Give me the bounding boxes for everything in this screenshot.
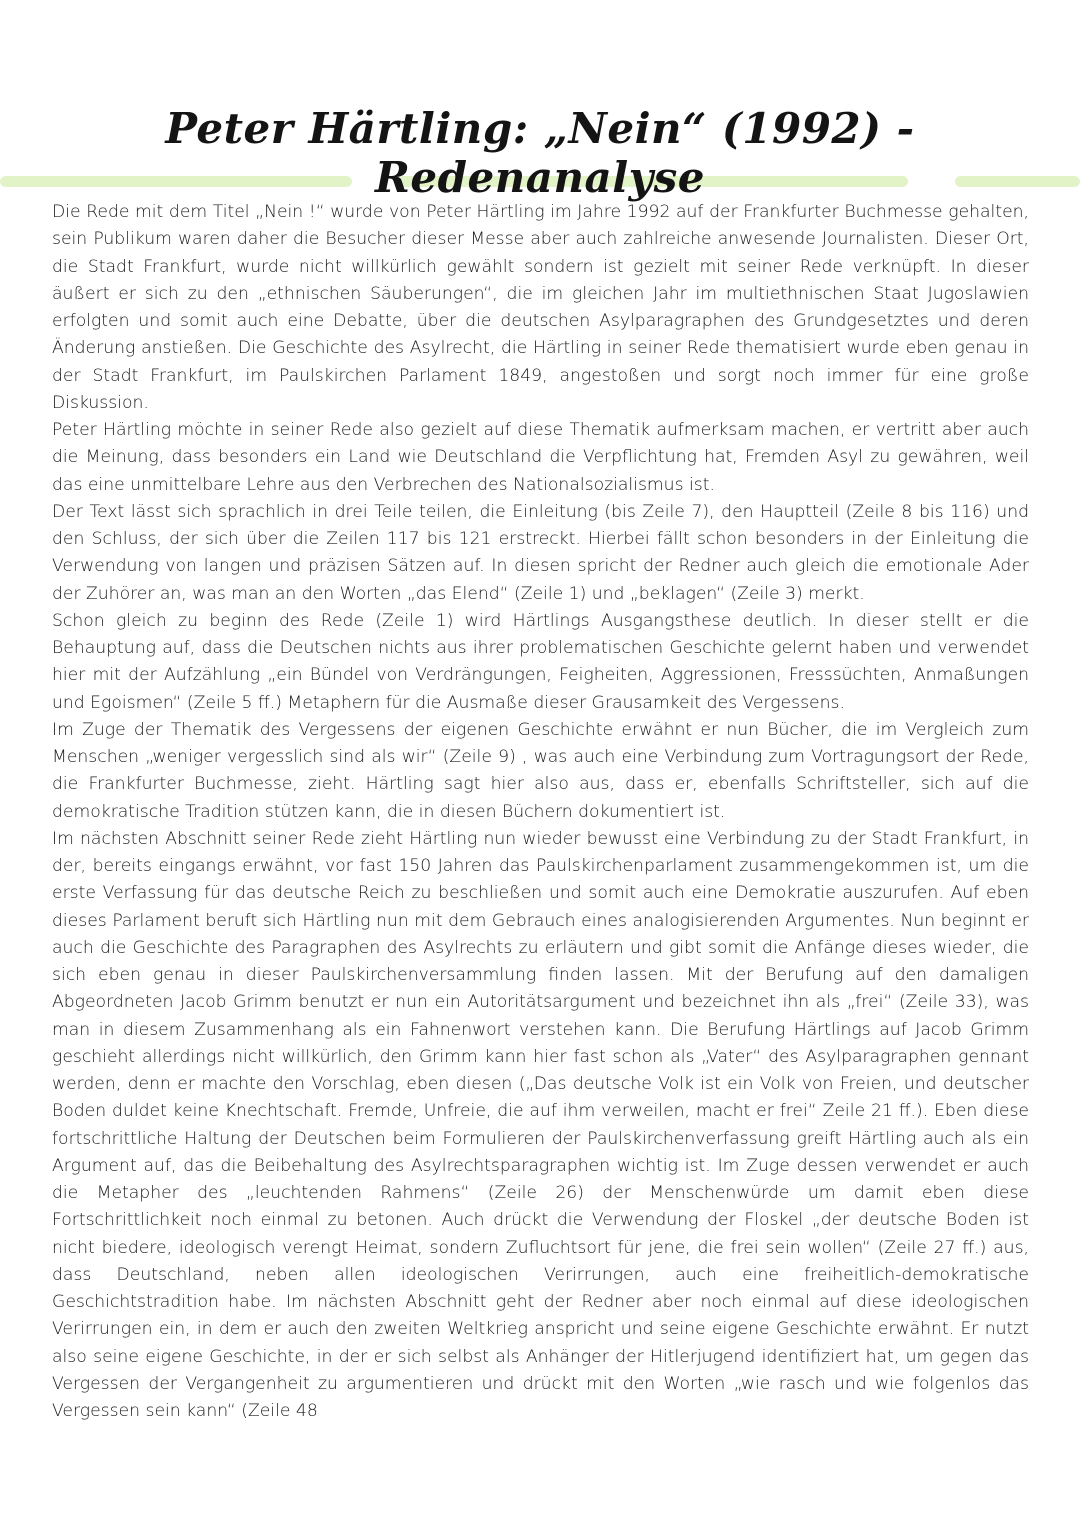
page-title: Peter Härtling: „Nein“ (1992) - Redenanalyse — [165, 104, 915, 202]
paragraph: Der Text lässt sich sprachlich in drei Teile teilen, die Einleitung (bis Zeile 7), den Hauptteil (Zeile 8 bis 116) und den Schluss, der sich über die Zeilen 117 bis 121 erstreckt. Hierbei fällt schon besonders in der Einleitung die Verwendung von langen und präzisen Sätzen auf. In diesen spricht der Redner auch gleich die emotionale Ader der Zuhörer an, was man an den Worten „das Elend“ (Zeile 1) und „beklagen“ (Zeile 3) merkt. — [52, 501, 1029, 604]
paragraph: Schon gleich zu beginn des Rede (Zeile 1) wird Härtlings Ausgangsthese deutlich. In dieser stellt er die Behauptung auf, dass die Deutschen nichts aus ihrer problematischen Geschichte gelernt haben und verwendet hier mit der Aufzählung „ein Bündel von Verdrängungen, Feigheiten, Aggressionen, Fresssüchten, Anmaßungen und Egoismen“ (Zeile 5 ff.) Metaphern für die Ausmaße dieser Grausamkeit des Vergessens. — [52, 610, 1029, 713]
paragraph: Im Zuge der Thematik des Vergessens der eigenen Geschichte erwähnt er nun Bücher, die im Vergleich zum Menschen „weniger vergesslich sind als wir“ (Zeile 9) , was auch eine Verbindung zum Vortragungsort der Rede, die Frankfurter Buchmesse, zieht. Härtling sagt hier also aus, dass er, ebenfalls Schriftsteller, sich auf die demokratische Tradition stützen kann, die in diesen Büchern dokumentiert ist. — [52, 719, 1029, 822]
paragraph: Peter Härtling möchte in seiner Rede also gezielt auf diese Thematik aufmerksam machen, er vertritt aber auch die Meinung, dass besonders ein Land wie Deutschland die Verpflichtung hat, Fremden Asyl zu gewähren, weil das eine unmittelbare Lehre aus den Verbrechen des Nationalsozialismus ist. — [52, 420, 1029, 495]
body-text — [52, 199, 1029, 1425]
paragraph: Die Rede mit dem Titel „Nein !“ wurde von Peter Härtling im Jahre 1992 auf der Frankfurter Buchmesse gehalten, sein Publikum waren daher die Besucher dieser Messe aber auch zahlreiche anwesende Journalisten. Dieser Ort, die Stadt Frankfurt, wurde nicht willkürlich gewählt sondern ist gezielt mit seiner Rede verknüpft. In dieser äußert er sich zu den „ethnischen Säuberungen“, die im gleichen Jahr im multiethnischen Staat Jugoslawien erfolgten und somit auch eine Debatte, über die deutschen Asylparagraphen des Grundgesetztes und deren Änderung anstießen. Die Geschichte des Asylrecht, die Härtling in seiner Rede thematisiert wurde eben genau in der Stadt Frankfurt, im Paulskirchen Parlament 1849, angestoßen und sorgt noch immer für eine große Diskussion. — [52, 202, 1029, 413]
paragraph: Im nächsten Abschnitt seiner Rede zieht Härtling nun wieder bewusst eine Verbindung zu der Stadt Frankfurt, in der, bereits eingangs erwähnt, vor fast 150 Jahren das Paulskirchenparlament zusammengekommen ist, um die erste Verfassung für das deutsche Reich zu beschließen und somit auch eine Demokratie auszurufen. Auf eben dieses Parlament beruft sich Härtling nun mit dem Gebrauch eines analogisierenden Argumentes. Nun beginnt er auch die Geschichte des Paragraphen des Asylrechts zu erläutern und gibt somit die Anfänge dieses wieder, die sich eben genau in dieser Paulskirchenversammlung finden lassen. Mit der Berufung auf den damaligen Abgeordneten Jacob Grimm benutzt er nun ein Autoritätsargument und bezeichnet ihn als „frei“ (Zeile 33), was man in diesem Zusammenhang als ein Fahnenwort verstehen kann. Die Berufung Härtlings auf Jacob Grimm geschieht allerdings nicht willkürlich, den Grimm kann hier fast schon als „Vater“ des Asylparagraphen gennant werden, denn er machte den Vorschlag, eben diesen („Das deutsche Volk ist ein Volk von Freien, und deutscher Boden duldet keine Knechtschaft. Fremde, Unfreie, die auf ihm verweilen, macht er frei“ Zeile 21 ff.). Eben diese fortschrittliche Haltung der Deutschen beim Formulieren der Paulskirchenverfassung greift Härtling auch als ein Argument auf, das die Beibehaltung des Asylrechtsparagraphen wichtig ist. Im Zuge dessen verwendet er auch die Metapher des „leuchtenden Rahmens“ (Zeile 26) der Menschenwürde um damit eben diese Fortschrittlichkeit noch einmal zu betonen. Auch drückt die Verwendung der Floskel „der deutsche Boden ist nicht biedere, ideologisch verengt Heimat, sondern Zufluchtsort für jene, die frei sein wollen“ (Zeile 27 ff.) aus, dass Deutschland, neben allen ideologischen Verirrungen, auch eine freiheitlich-demokratische Geschichtstradition habe. Im nächsten Abschnitt geht der Redner aber noch einmal auf diese ideologischen Verirrungen ein, in dem er auch den zweiten Weltkrieg anspricht und seine eigene Geschichte erwähnt. Er nutzt also seine eigene Geschichte, in der er sich selbst als Anhänger der Hitlerjugend identifiziert hat, um gegen das Vergessen der Vergangenheit zu argumentieren und drückt mit den Worten „wie rasch und wie folgenlos das Vergessen sein kann“ (Zeile 48 — [52, 828, 1029, 1421]
